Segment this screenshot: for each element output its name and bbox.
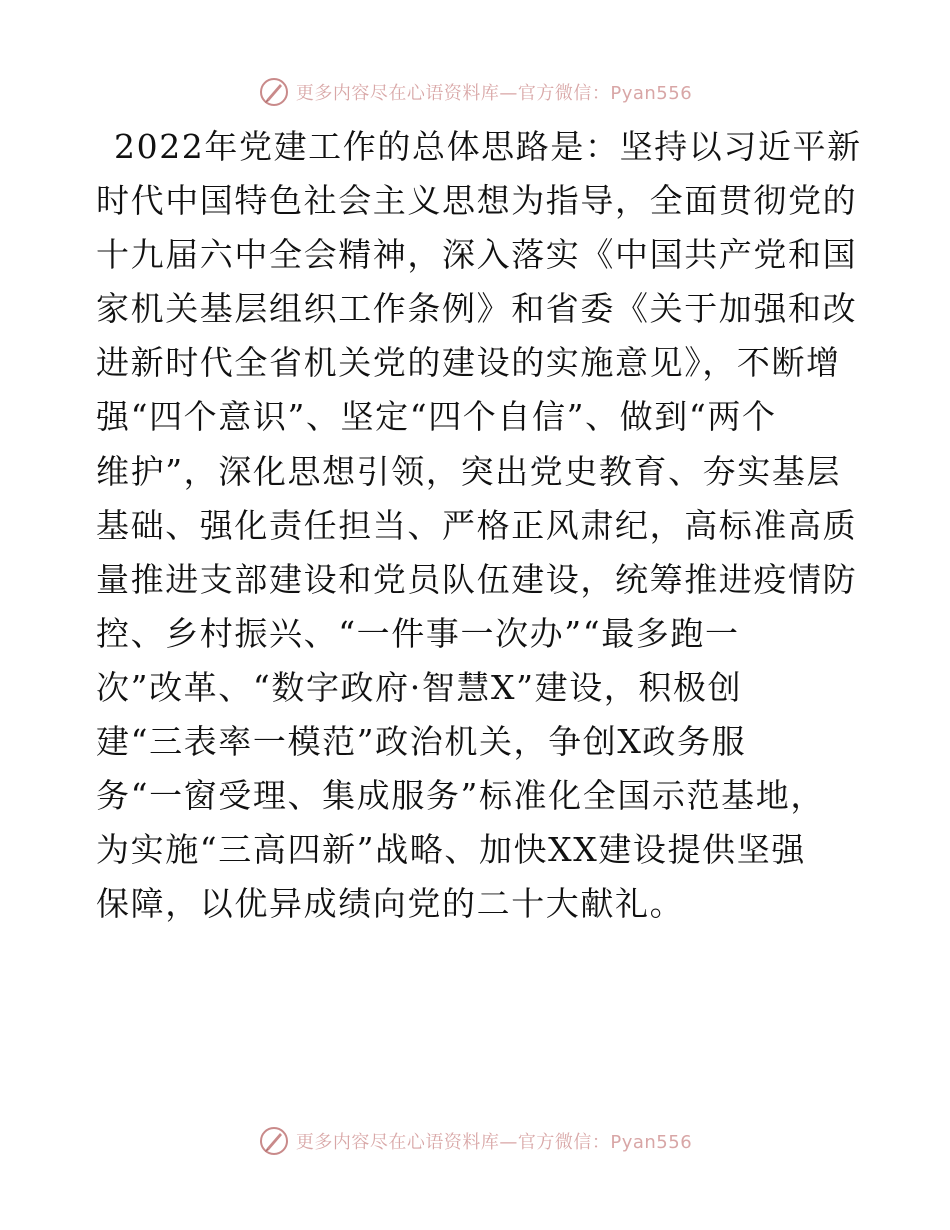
paragraph-line: 进新时代全省机关党的建设的实施意见》，不断增 — [96, 343, 841, 383]
paragraph-line: 时代中国特色社会主义思想为指导，全面贯彻党的 — [96, 181, 858, 221]
paragraph-line: 次”改革、“数字政府·智慧X”建设，积极创 — [96, 667, 743, 707]
paragraph-line: 十九届六中全会精神，深入落实《中国共产党和国 — [96, 235, 858, 275]
watermark-text: 更多内容尽在心语资料库—官方微信：Pyan556 — [295, 83, 693, 104]
paragraph-line: 强“四个意识”、坚定“四个自信”、做到“两个 — [96, 397, 777, 437]
paragraph-line: 维护”，深化思想引领，突出党史教育、夯实基层 — [96, 451, 842, 491]
paragraph-line: 保障，以优异成绩向党的二十大献礼。 — [96, 884, 685, 924]
paragraph-line: 为实施“三高四新”战略、加快XX建设提供坚强 — [96, 830, 806, 870]
document-body — [96, 120, 862, 931]
paragraph-line: 控、乡村振兴、“一件事一次办”“最多跑一 — [96, 613, 740, 653]
paragraph-line: 基础、强化责任担当、严格正风肃纪，高标准高质 — [96, 505, 858, 545]
paragraph-line: 建“三表率一模范”政治机关，争创X政务服 — [96, 722, 747, 762]
header-watermark — [0, 72, 950, 112]
footer-watermark — [0, 1121, 950, 1161]
paragraph-line: 量推进支部建设和党员队伍建设，统筹推进疫情防 — [96, 559, 858, 599]
quill-pen-circle-icon — [258, 76, 290, 108]
quill-pen-circle-icon — [258, 1125, 290, 1157]
watermark-text: 更多内容尽在心语资料库—官方微信：Pyan556 — [295, 1132, 693, 1153]
paragraph-line: 2022年党建工作的总体思路是：坚持以习近平新 — [114, 127, 862, 166]
paragraph-line: 家机关基层组织工作条例》和省委《关于加强和改 — [96, 289, 858, 329]
paragraph-line: 务“一窗受理、集成服务”标准化全国示范基地， — [96, 776, 825, 816]
